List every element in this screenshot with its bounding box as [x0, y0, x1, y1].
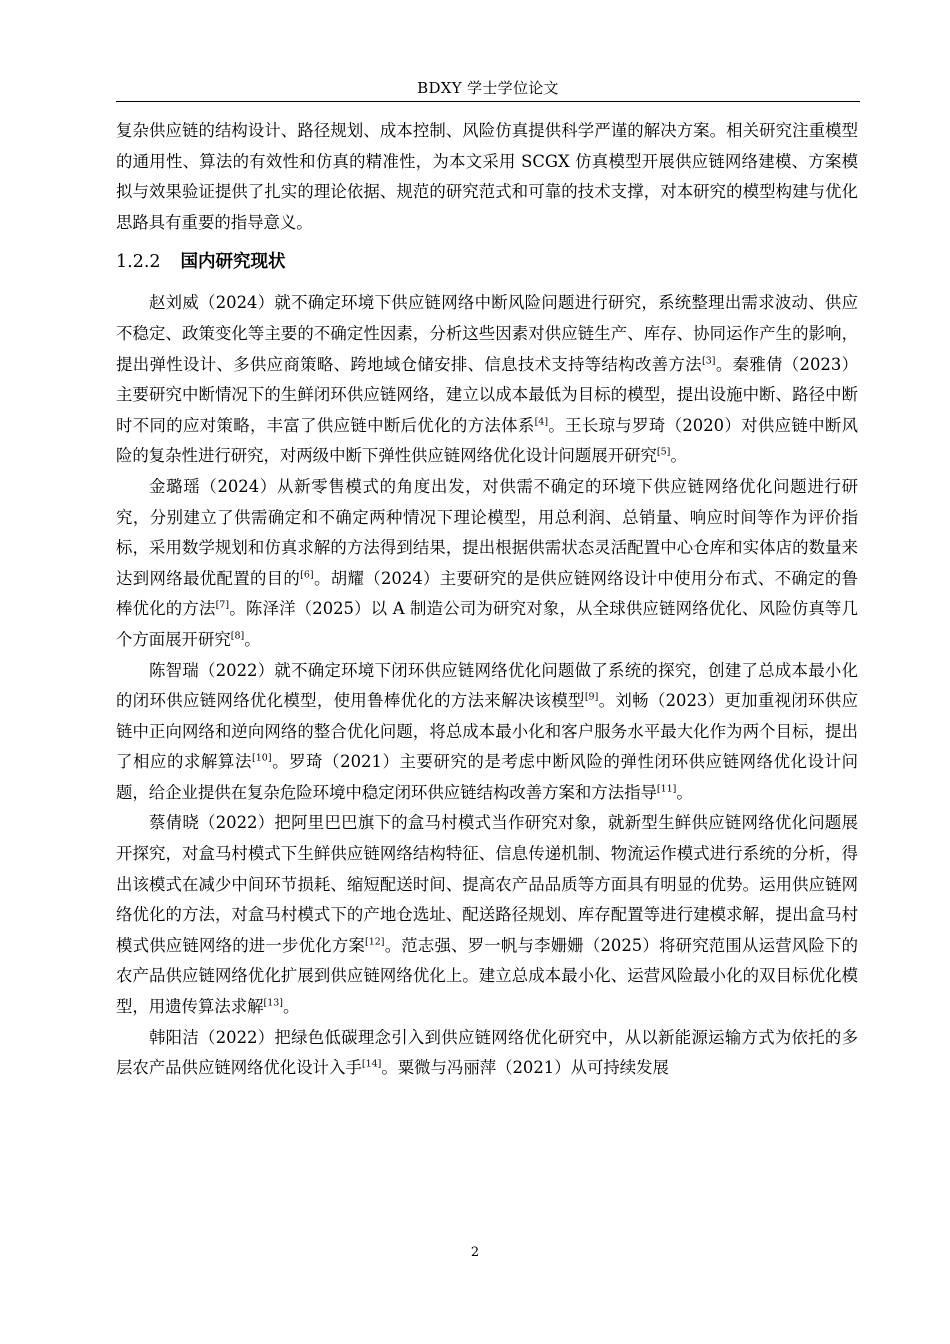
paragraph-text: 。 — [670, 446, 687, 466]
section-number: 1.2.2 — [116, 252, 161, 273]
citation-marker: [8] — [230, 630, 245, 642]
paragraph-text: 。 — [676, 782, 693, 802]
paragraph-text: 。罗琦（2021）主要研究的是考虑中断风险的弹性闭环供应链网络优化设计问题，给企业提供在复杂危险环境中稳定闭环供应链结构改善方案和方法指导 — [116, 752, 858, 802]
paragraph-text: 。 — [244, 629, 261, 649]
citation-marker: [10] — [252, 752, 272, 764]
citation-marker: [7] — [215, 599, 230, 611]
paragraph-text: 。胡耀（2024）主要研究的是供应链网络设计中使用分布式、不确定的鲁棒优化的方法 — [116, 568, 858, 619]
paragraph-text: 韩阳洁（2022）把绿色低碳理念引入到供应链网络优化研究中，从以新能源运输方式为依托的多层农产品供应链网络优化设计入手 — [116, 1027, 858, 1078]
paragraph-text: 。刘畅（2023）更加重视闭环供应链中正向网络和逆向网络的整合优化问题，将总成本最小化和客户服务水平最大化作为两个目标，提出了相应的求解算法 — [116, 691, 859, 772]
section-heading — [116, 248, 858, 276]
page-body — [116, 116, 858, 1084]
paragraph-text: 蔡倩晓（2022）把阿里巴巴旗下的盒马村模式当作研究对象，就新型生鲜供应链网络优化问题展开探究，对盒马村模式下生鲜供应链网络结构特征、信息传递机制、物流运作模式进行系统的分析，得出该模式在减少中间环节损耗、缩短配送时间、提高农产品品质等方面具有明显的优势。运用供应链网络优化的方法，对盒马村模式下的产地仓选址、配送路径规划、库存配置等进行建模求解，提出盒马村模式供应链网络的进一步优化方案 — [116, 813, 858, 955]
citation-marker: [12] — [364, 936, 385, 948]
intro-paragraph: 复杂供应链的结构设计、路径规划、成本控制、风险仿真提供科学严谨的解决方案。相关研究注重模型的通用性、算法的有效性和仿真的精准性，为本文采用 SCGX 仿真模型开展供应链网络建模、方案模拟与效果验证提供了扎实的理论依据、规范的研究范式和可靠的技术支撑，对本研究的模型构建与优化思路具有重要的指导意义。 — [116, 121, 858, 232]
paragraph-text: 。王长琼与罗琦（2020）对供应链中断风险的复杂性进行研究，对两级中断下弹性供应链网络优化设计问题展开研究 — [116, 415, 858, 466]
citation-marker: [11] — [656, 783, 677, 795]
citation-marker: [9] — [584, 691, 599, 703]
paragraph-2 — [116, 472, 858, 656]
page-number: 2 — [470, 1245, 480, 1260]
paragraph-1 — [116, 288, 858, 472]
paragraph-text: 。秦雅倩（2023）主要研究中断情况下的生鲜闭环供应链网络，建立以成本最低为目标的模型，提出设施中断、路径中断时不同的应对策略，丰富了供应链中断后优化的方法体系 — [116, 354, 859, 435]
paragraph-text: 。粟微与冯丽萍（2021）从可持续发展 — [381, 1058, 669, 1078]
citation-marker: [5] — [656, 446, 671, 458]
citation-marker: [14] — [361, 1058, 382, 1070]
paragraph-text: 赵刘威（2024）就不确定环境下供应链网络中断风险问题进行研究，系统整理出需求波动、供应不稳定、政策变化等主要的不确定性因素，分析这些因素对供应链生产、库存、协同运作产生的影响，提出弹性设计、多供应商策略、跨地域仓储安排、信息技术支持等结构改善方法 — [116, 293, 858, 374]
paragraph-5 — [116, 1023, 858, 1084]
citation-marker: [4] — [534, 416, 549, 428]
paragraph-text: 陈智瑞（2022）就不确定环境下闭环供应链网络优化问题做了系统的探究，创建了总成本最小化的闭环供应链网络优化模型，使用鲁棒优化的方法来解决该模型 — [116, 660, 858, 711]
header-rule — [116, 101, 860, 102]
citation-marker: [3] — [702, 355, 716, 367]
paragraph-4 — [116, 808, 858, 1022]
citation-marker: [6] — [300, 569, 314, 581]
paragraph-text: 。范志强、罗一帆与李姗姗（2025）将研究范围从运营风险下的农产品供应链网络优化扩展到供应链网络优化上。建立总成本最小化、运营风险最小化的双目标优化模型，用遗传算法求解 — [116, 935, 858, 1017]
paragraph-3 — [116, 656, 858, 809]
paragraph-text: 。 — [283, 997, 300, 1017]
paragraph-text: 。陈泽洋（2025）以 A 制造公司为研究对象，从全球供应链网络优化、风险仿真等几个方面展开研究 — [116, 599, 859, 649]
citation-marker: [13] — [263, 997, 284, 1009]
paragraph-text: 金璐瑶（2024）从新零售模式的角度出发，对供需不确定的环境下供应链网络优化问题进行研究，分别建立了供需确定和不确定两种情况下理论模型，用总利润、总销量、响应时间等作为评价指标，采用数学规划和仿真求解的方法得到结果，提出根据供需状态灵活配置中心仓库和实体店的数量来达到网络最优配置的目的 — [116, 476, 858, 588]
section-title: 国内研究现状 — [180, 252, 286, 273]
running-header: BDXY 学士学位论文 — [417, 79, 559, 97]
